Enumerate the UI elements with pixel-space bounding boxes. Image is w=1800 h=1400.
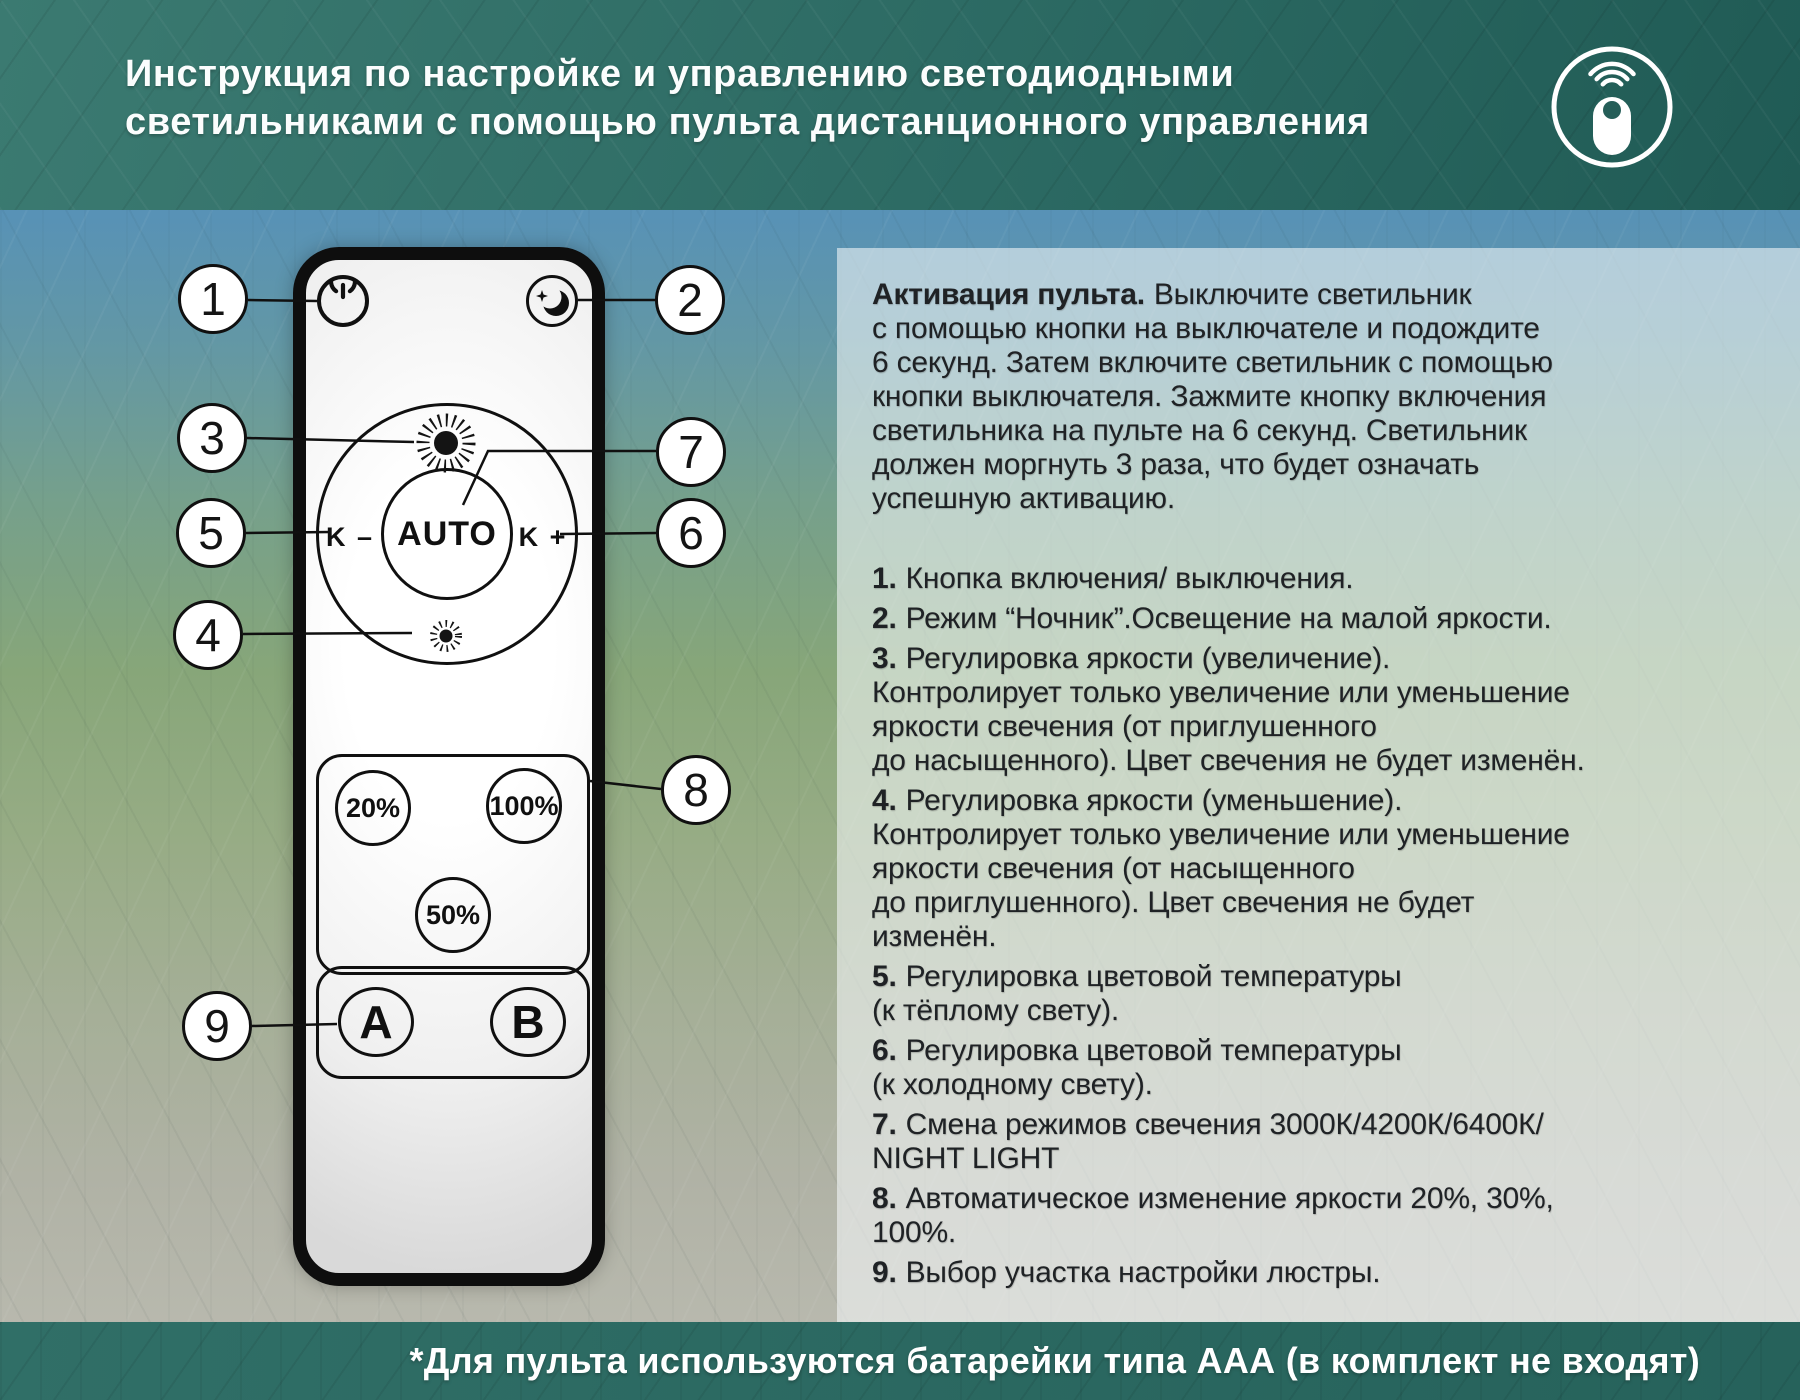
page-title-line-2: светильниками с помощью пульта дистанционного управления <box>125 101 1370 143</box>
callout-2: 2 <box>655 265 725 335</box>
footer-band <box>0 1322 1800 1400</box>
instructions-panel <box>837 248 1800 1322</box>
list-item: 3. Регулировка яркости (увеличение). Контролирует только увеличение или уменьшение яркости свечения (от приглушенного до насыщенного). Цвет свечения не будет изменён. <box>872 642 1585 777</box>
list-item: 7. Смена режимов свечения 3000К/4200К/6400К/ NIGHT LIGHT <box>872 1108 1544 1175</box>
night-mode-button[interactable] <box>526 275 578 327</box>
list-item: 4. Регулировка яркости (уменьшение). Контролирует только увеличение или уменьшение яркости свечения (от насыщенного до приглушенного). Цвет свечения не будет изменён. <box>872 784 1570 953</box>
callout-6: 6 <box>656 498 726 568</box>
callout-1: 1 <box>178 264 248 334</box>
page-title-line-1: Инструкция по настройке и управлению светодиодными <box>125 53 1235 95</box>
list-item: 2. Режим “Ночник”.Освещение на малой яркости. <box>872 602 1552 635</box>
page-title <box>125 50 1370 146</box>
brightness-up-button[interactable] <box>414 411 478 480</box>
list-item: 8. Автоматическое изменение яркости 20%, 30%, 100%. <box>872 1182 1554 1249</box>
list-item: 6. Регулировка цветовой температуры (к холодному свету). <box>872 1034 1402 1101</box>
activation-line: кнопки выключателя. Зажмите кнопку включения <box>872 380 1547 413</box>
activation-line: успешную активацию. <box>872 482 1175 515</box>
power-icon <box>323 281 363 321</box>
activation-line: с помощью кнопки на выключателе и подождите <box>872 312 1540 345</box>
list-item: 5. Регулировка цветовой температуры (к тёплому свету). <box>872 960 1402 1027</box>
callout-7: 7 <box>656 417 726 487</box>
battery-note: *Для пульта используются батарейки типа ААА (в комплект не входят) <box>409 1340 1700 1381</box>
callout-3: 3 <box>177 403 247 473</box>
zone-b-button[interactable]: B <box>490 987 566 1057</box>
activation-line: должен моргнуть 3 раза, что будет означать <box>872 448 1480 481</box>
callout-5: 5 <box>176 498 246 568</box>
remote-signal-icon <box>1549 44 1675 170</box>
brightness-presets-group <box>316 754 590 975</box>
auto-button-label: AUTO <box>397 514 497 553</box>
remote-control <box>293 247 605 1286</box>
brightness-down-icon <box>428 618 464 654</box>
list-item: 1. Кнопка включения/ выключения. <box>872 562 1354 595</box>
callout-8: 8 <box>661 755 731 825</box>
night-mode-icon <box>530 279 574 323</box>
zone-a-button[interactable]: A <box>338 987 414 1057</box>
header-band <box>0 0 1800 210</box>
activation-paragraph <box>872 278 1770 516</box>
preset-100-button[interactable]: 100% <box>486 768 562 844</box>
power-button[interactable] <box>317 275 369 327</box>
list-item: 9. Выбор участка настройки люстры. <box>872 1256 1381 1289</box>
k-minus-button[interactable]: K – <box>325 522 375 552</box>
activation-line: 6 секунд. Затем включите светильник с помощью <box>872 346 1553 379</box>
activation-text: Выключите светильник <box>1153 278 1472 311</box>
preset-50-button[interactable]: 50% <box>415 877 491 953</box>
callout-9: 9 <box>182 991 252 1061</box>
auto-button[interactable] <box>381 468 513 600</box>
brightness-up-icon <box>414 411 478 475</box>
activation-line: светильника на пульте на 6 секунд. Светильник <box>872 414 1527 447</box>
button-description-list <box>872 562 1770 1290</box>
zone-select-group <box>316 966 590 1079</box>
activation-heading: Активация пульта. <box>872 278 1145 311</box>
preset-20-button[interactable]: 20% <box>335 770 411 846</box>
brightness-down-button[interactable] <box>428 618 464 659</box>
k-plus-button[interactable]: K + <box>518 522 568 552</box>
callout-4: 4 <box>173 600 243 670</box>
